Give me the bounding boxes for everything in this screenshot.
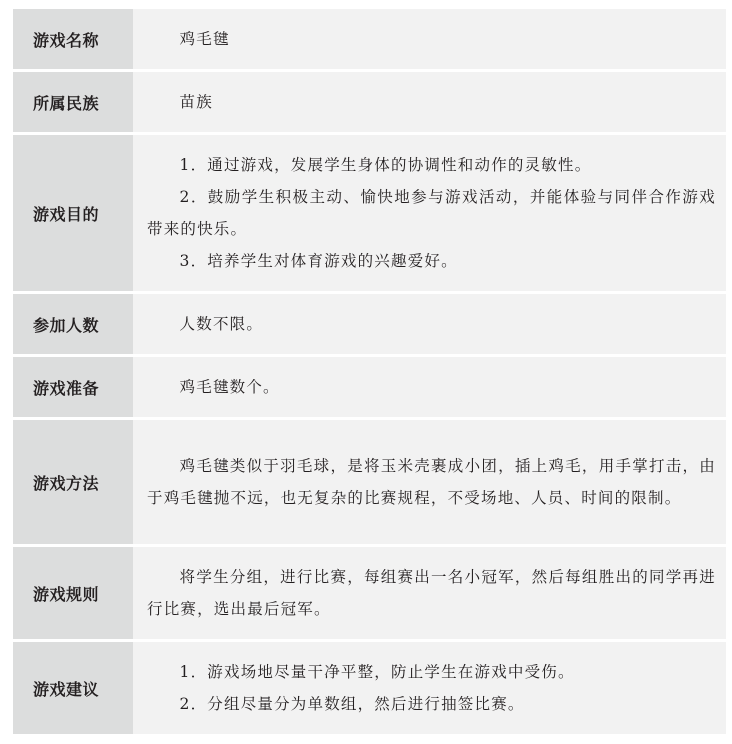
value-method	[135, 420, 726, 544]
label-game-name: 游戏名称	[13, 9, 133, 69]
game-info-table	[13, 9, 726, 737]
text-line: 鸡毛毽类似于羽毛球，是将玉米壳裹成小团，插上鸡毛，用手掌打击，由于鸡毛毽抛不远，也无复杂的比赛规程，不受场地、人员、时间的限制。	[147, 457, 716, 507]
label-suggestions: 游戏建议	[13, 642, 133, 734]
text-line: 鸡毛毽数个。	[179, 378, 280, 396]
row-suggestions	[13, 642, 726, 734]
value-preparation	[135, 357, 726, 417]
value-participants	[135, 294, 726, 354]
row-game-purpose	[13, 135, 726, 291]
label-method: 游戏方法	[13, 420, 133, 544]
row-preparation	[13, 357, 726, 417]
value-suggestions	[135, 642, 726, 734]
label-game-purpose: 游戏目的	[13, 135, 133, 291]
value-game-name	[135, 9, 726, 69]
text-line: 人数不限。	[179, 315, 264, 333]
label-rules: 游戏规则	[13, 547, 133, 639]
row-game-name	[13, 9, 726, 69]
value-ethnic-group	[135, 72, 726, 132]
text-line: 1．通过游戏，发展学生身体的协调性和动作的灵敏性。	[179, 156, 592, 174]
text-line: 1．游戏场地尽量干净平整，防止学生在游戏中受伤。	[179, 663, 575, 681]
value-rules	[135, 547, 726, 639]
text-line: 苗族	[179, 93, 213, 111]
text-line: 鸡毛毽	[179, 30, 230, 48]
value-game-purpose	[135, 135, 726, 291]
row-ethnic-group	[13, 72, 726, 132]
row-participants	[13, 294, 726, 354]
text-line: 2．鼓励学生积极主动、愉快地参与游戏活动，并能体验与同伴合作游戏带来的快乐。	[147, 188, 716, 238]
label-ethnic-group: 所属民族	[13, 72, 133, 132]
row-rules	[13, 547, 726, 639]
label-participants: 参加人数	[13, 294, 133, 354]
row-method	[13, 420, 726, 544]
label-preparation: 游戏准备	[13, 357, 133, 417]
text-line: 将学生分组，进行比赛，每组赛出一名小冠军，然后每组胜出的同学再进行比赛，选出最后冠军。	[147, 568, 716, 618]
text-line: 3．培养学生对体育游戏的兴趣爱好。	[179, 252, 458, 270]
text-line: 2．分组尽量分为单数组，然后进行抽签比赛。	[179, 695, 525, 713]
